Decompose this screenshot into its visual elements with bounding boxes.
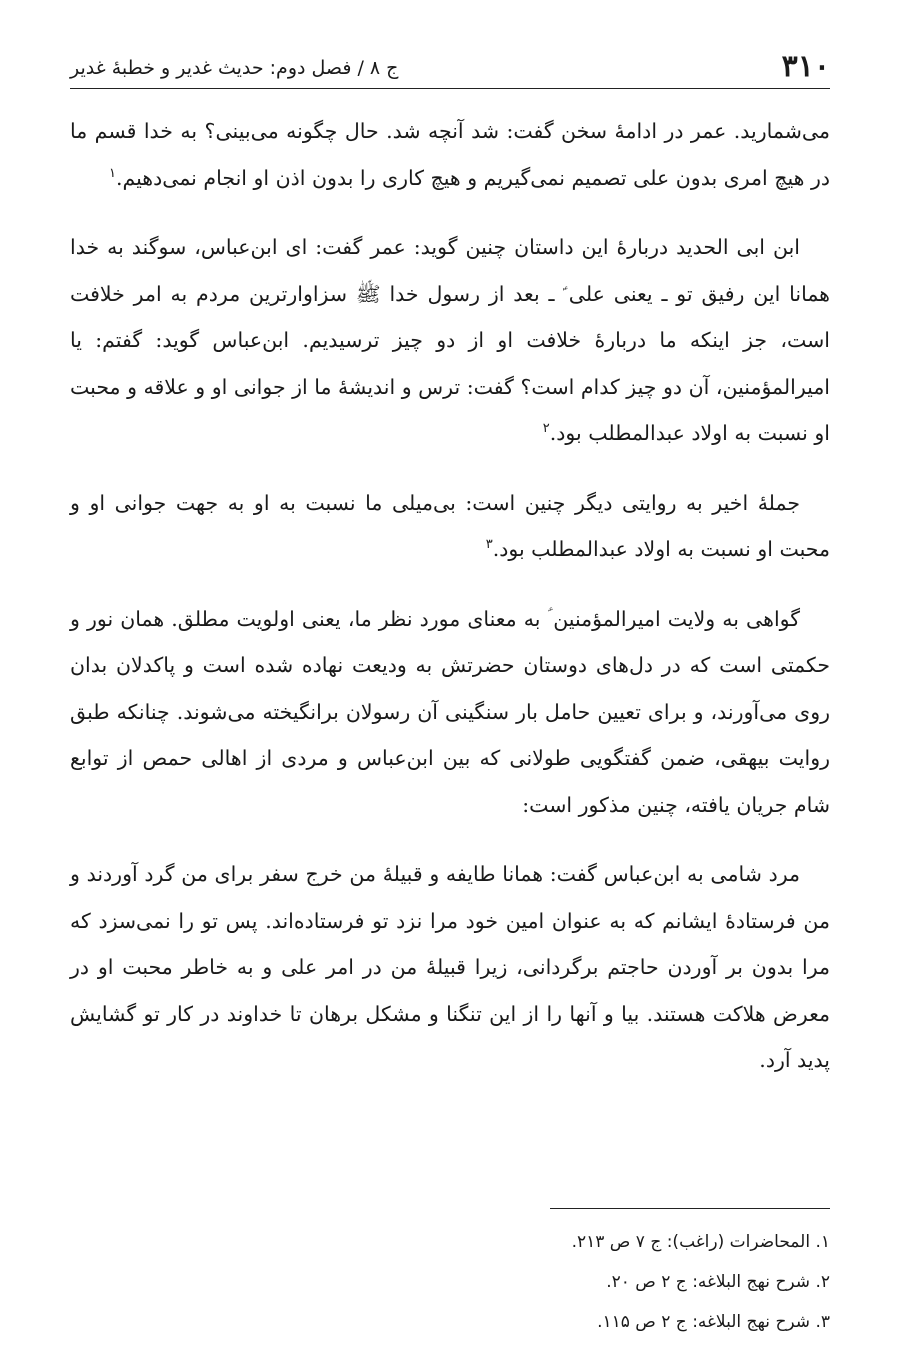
footnote-divider: [550, 1208, 830, 1209]
paragraph-4: [70, 596, 830, 829]
footnotes-list: [70, 1222, 830, 1342]
footnote-item: ۱. المحاضرات (راغب): ج ۷ ص ۲۱۳.: [571, 1232, 830, 1252]
paragraph-1: [70, 108, 830, 201]
page-header: [70, 38, 830, 89]
paragraph-3: [70, 480, 830, 573]
paragraph-5-text: مرد شامی به ابن‌عباس گفت: همانا طایفه و قبیلهٔ من خرج سفر برای من گرد آوردند و من فرستادهٔ ایشانم که به عنوان امین خود مرا نزد تو فرستاده‌اند. پس تو را نمی‌سزد که مرا بدون بر آوردن حاجتم برگردانی، زیرا قبیلهٔ من در امر علی و به خاطر محبت او در معرض هلاکت هستند. بیا و آنها را از این تنگنا و مشکل برهان تا خداوند در کار تو گشایش پدید آرد.: [70, 862, 830, 1072]
body-text: [70, 108, 830, 1107]
footnote-item: ۳. شرح نهج البلاغه: ج ۲ ص ۱۱۵.: [597, 1312, 830, 1332]
footnote-ref-2: ۲: [542, 421, 550, 437]
footnote-ref-1: ۱: [108, 165, 116, 181]
paragraph-5: [70, 851, 830, 1084]
running-title: ج ۸ / فصل دوم: حدیث غدیر و خطبهٔ غدیر: [70, 57, 399, 79]
footnote-ref-3: ۳: [485, 537, 493, 553]
paragraph-1-text: می‌شمارید. عمر در ادامهٔ سخن گفت: شد آنچه شد. حال چگونه می‌بینی؟ به خدا قسم ما در هیچ امری بدون علی تصمیم نمی‌گیریم و هیچ کاری را بدون اذن او انجام نمی‌دهیم.: [70, 119, 830, 190]
paragraph-2-text: ابن ابی الحدید دربارهٔ این داستان چنین گوید: عمر گفت: ای ابن‌عباس، سوگند به خدا همانا این رفیق تو ـ یعنی علی ؑ ـ بعد از رسول خدا ﷺ سزاوارترین مردم به امر خلافت است، جز اینکه ما دربارهٔ خلافت او از دو چیز ترسیدیم. ابن‌عباس گوید: گفتم: یا امیرالمؤمنین، آن دو چیز کدام است؟ گفت: ترس و اندیشهٔ ما از جوانی او و علاقه و محبت او نسبت به اولاد عبدالمطلب بود.: [70, 235, 830, 445]
book-page: [70, 0, 830, 1366]
paragraph-4-text: گواهی به ولایت امیرالمؤمنین ؑ به معنای مورد نظر ما، یعنی اولویت مطلق. همان نور و حکمتی است که در دل‌های دوستان حضرتش به ودیعت نهاده شده است و پاکدلان بدان روی می‌آورند، و برای تعیین حامل بار سنگینی آن رسولان برانگیخته می‌شوند. چنانکه طبق روایت بیهقی، ضمن گفتگویی طولانی که بین ابن‌عباس و مردی از اهالی حمص از توابع شام جریان یافته، چنین مذکور است:: [70, 606, 830, 817]
paragraph-3-text: جملهٔ اخیر به روایتی دیگر چنین است: بی‌میلی ما نسبت به او به جهت جوانی او و محبت او نسبت به اولاد عبدالمطلب بود.: [70, 490, 830, 561]
page-number: ۳۱۰: [781, 49, 830, 84]
paragraph-2: [70, 224, 830, 457]
footnote-item: ۲. شرح نهج البلاغه: ج ۲ ص ۲۰.: [606, 1272, 830, 1292]
